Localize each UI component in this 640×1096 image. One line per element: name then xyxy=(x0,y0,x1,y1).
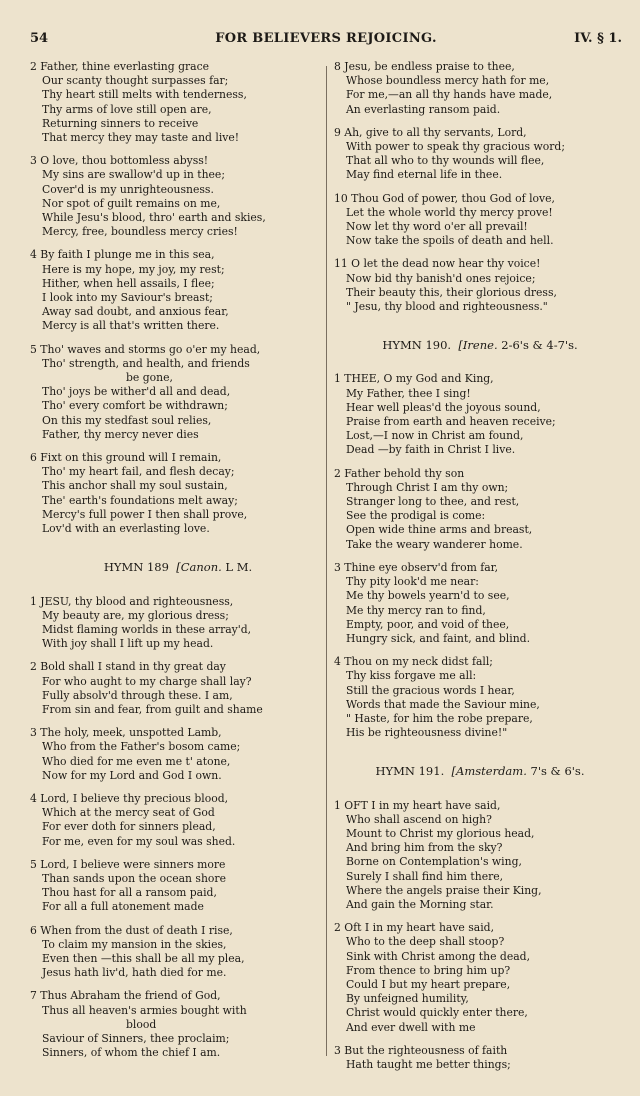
verse-line: Lov'd with an everlasting love. xyxy=(42,522,210,536)
verse-line: Mercy is all that's written there. xyxy=(42,319,220,333)
verse-line: Praise from earth and heaven receive; xyxy=(346,415,556,429)
hymn-heading xyxy=(334,338,626,352)
verse-line: May find eternal life in thee. xyxy=(346,168,503,182)
verse-line: " Haste, for him the robe prepare, xyxy=(346,711,533,725)
verse-line: For me,—an all thy hands have made, xyxy=(346,88,553,102)
verse-line: Now take the spoils of death and hell. xyxy=(346,234,554,248)
verse-line: Now let thy word o'er all prevail! xyxy=(346,220,528,234)
verse-line: Now for my Lord and God I own. xyxy=(42,768,222,782)
page-number: 54 xyxy=(30,31,49,46)
verse-line: Christ would quickly enter there, xyxy=(346,1006,528,1020)
verse-line: From thence to bring him up? xyxy=(346,963,511,977)
verse-line: 10 Thou God of power, thou God of love, xyxy=(334,191,555,205)
verse-line: With power to speak thy gracious word; xyxy=(346,140,565,154)
verse-line: Who from the Father's bosom came; xyxy=(42,740,241,754)
verse xyxy=(334,372,626,457)
verse-line: Words that made the Saviour mine, xyxy=(346,697,540,711)
verse-line: 1 THEE, O my God and King, xyxy=(334,372,494,386)
verse-line: 4 Lord, I believe thy precious blood, xyxy=(30,791,229,805)
verse-line: Who shall ascend on high? xyxy=(346,812,492,826)
verse xyxy=(30,660,326,717)
verse-line: For ever doth for sinners plead, xyxy=(42,820,216,834)
verse-line: Nor spot of guilt remains on me, xyxy=(42,196,221,210)
verse-line: 1 JESU, thy blood and righteousness, xyxy=(30,594,234,608)
verse-line: Thou hast for all a ransom paid, xyxy=(42,886,217,900)
verse-line: Jesus hath liv'd, hath died for me. xyxy=(42,966,227,980)
verse xyxy=(334,561,626,646)
verse xyxy=(334,921,626,1035)
hymn-tune: [Amsterdam. xyxy=(451,764,527,779)
verse-line: Tho' every comfort be withdrawn; xyxy=(42,399,228,413)
hymn-number: HYMN 190. xyxy=(382,338,452,353)
verse-line: 9 Ah, give to all thy servants, Lord, xyxy=(334,125,527,139)
verse-line: Let the whole world thy mercy prove! xyxy=(346,205,553,219)
verse-line: Mercy, free, boundless mercy cries! xyxy=(42,225,238,239)
verse-line: 8 Jesu, be endless praise to thee, xyxy=(334,60,515,73)
section-marker: IV. § 1. xyxy=(574,31,622,46)
verse-line: 2 Father behold thy son xyxy=(334,466,465,480)
verse-line: See the prodigal is come: xyxy=(346,509,486,523)
verse-line: 6 When from the dust of death I rise, xyxy=(30,923,233,937)
hymn-heading xyxy=(334,764,626,778)
verse xyxy=(334,467,626,552)
verse-line: 11 O let the dead now hear thy voice! xyxy=(334,257,541,271)
verse xyxy=(30,248,326,333)
column-divider xyxy=(326,66,327,1056)
verse-line: 4 By faith I plunge me in this sea, xyxy=(30,248,215,262)
verse-line: Surely I shall find him there, xyxy=(346,869,504,883)
verse-line: 2 Father, thine everlasting grace xyxy=(30,60,210,73)
verse xyxy=(30,792,326,849)
verse-line: I look into my Saviour's breast; xyxy=(42,291,213,305)
verse-line: Where the angels praise their King, xyxy=(346,883,542,897)
verse-line: 2 Bold shall I stand in thy great day xyxy=(30,660,226,674)
verse-line: Away sad doubt, and anxious fear, xyxy=(42,305,229,319)
verse-line: Empty, poor, and void of thee, xyxy=(346,617,510,631)
verse-line: While Jesu's blood, thro' earth and skies, xyxy=(42,211,266,225)
hymn-tune: [Canon. xyxy=(176,560,222,575)
left-column xyxy=(30,60,326,1069)
verse-line: Their beauty this, their glorious dress, xyxy=(346,285,557,299)
verse-line: 4 Thou on my neck didst fall; xyxy=(334,655,493,669)
verse xyxy=(334,60,626,117)
hymn-meter: L M. xyxy=(225,560,253,575)
verse-line: Hither, when hell assails, I flee; xyxy=(42,276,215,290)
verse-line: To claim my mansion in the skies, xyxy=(42,937,227,951)
verse-line: Who died for me even me t' atone, xyxy=(42,754,231,768)
verse xyxy=(30,726,326,783)
verse-line: Hear well pleas'd the joyous sound, xyxy=(346,400,541,414)
verse xyxy=(334,655,626,740)
verse-line: Whose boundless mercy hath for me, xyxy=(346,74,550,88)
verse-line: 3 But the righteousness of faith xyxy=(334,1043,508,1057)
verse-line: His be righteousness divine!" xyxy=(346,726,508,740)
verse-line: Thy arms of love still open are, xyxy=(42,102,212,116)
hymn-number: HYMN 191. xyxy=(375,764,445,779)
verse-line: Could I but my heart prepare, xyxy=(346,977,511,991)
verse-line: Father, thy mercy never dies xyxy=(42,427,199,441)
verse-line: 5 Tho' waves and storms go o'er my head, xyxy=(30,342,261,356)
verse-line: Take the weary wanderer home. xyxy=(346,537,523,551)
verse-line: " Jesu, thy blood and righteousness." xyxy=(346,300,548,314)
verse xyxy=(334,126,626,183)
verse-line: 3 Thine eye observ'd from far, xyxy=(334,560,499,574)
hymn-meter: 7's & 6's. xyxy=(530,764,585,779)
verse xyxy=(334,257,626,314)
verse-line: The' earth's foundations melt away; xyxy=(42,493,238,507)
verse-line: be gone, xyxy=(126,371,173,385)
verse-line: 2 Oft I in my heart have said, xyxy=(334,921,495,935)
verse xyxy=(30,924,326,981)
verse-line: Even then —this shall be all my plea, xyxy=(42,951,245,965)
verse xyxy=(30,989,326,1060)
verse-line: And ever dwell with me xyxy=(346,1020,476,1034)
verse-line: For all a full atonement made xyxy=(42,900,204,914)
verse-line: 6 Fixt on this ground will I remain, xyxy=(30,451,222,465)
right-column xyxy=(334,60,626,1081)
verse-line: For who aught to my charge shall lay? xyxy=(42,674,252,688)
hymn-meter: 2-6's & 4-7's. xyxy=(501,338,578,353)
verse-line: Still the gracious words I hear, xyxy=(346,683,515,697)
verse-line: Here is my hope, my joy, my rest; xyxy=(42,262,225,276)
verse-line: Sink with Christ among the dead, xyxy=(346,949,531,963)
verse xyxy=(30,451,326,536)
verse-line: And bring him from the sky? xyxy=(346,841,503,855)
verse-line: And gain the Morning star. xyxy=(346,897,494,911)
verse-line: For me, even for my soul was shed. xyxy=(42,834,236,848)
verse-line: Open wide thine arms and breast, xyxy=(346,523,533,537)
verse-line: Which at the mercy seat of God xyxy=(42,806,215,820)
verse-line: Through Christ I am thy own; xyxy=(346,480,509,494)
verse-line: 1 OFT I in my heart have said, xyxy=(334,798,501,812)
verse-line: My beauty are, my glorious dress; xyxy=(42,608,229,622)
verse-line: Tho' my heart fail, and flesh decay; xyxy=(42,465,235,479)
verse xyxy=(30,858,326,915)
running-header xyxy=(30,31,622,51)
verse-line: 3 O love, thou bottomless abyss! xyxy=(30,154,209,168)
verse-line: 7 Thus Abraham the friend of God, xyxy=(30,989,221,1003)
verse xyxy=(30,154,326,239)
verse-line: Mount to Christ my glorious head, xyxy=(346,826,535,840)
verse-line: Hungry sick, and faint, and blind. xyxy=(346,631,531,645)
verse-line: Thy pity look'd me near: xyxy=(346,575,479,589)
hymn-number: HYMN 189 xyxy=(103,560,169,575)
hymn-tune: [Irene. xyxy=(458,338,498,353)
verse-line: By unfeigned humility, xyxy=(346,992,469,1006)
verse-line: Borne on Contemplation's wing, xyxy=(346,855,522,869)
verse-line: Sinners, of whom the chief I am. xyxy=(42,1046,221,1060)
verse-line: Than sands upon the ocean shore xyxy=(42,871,226,885)
verse xyxy=(334,799,626,913)
verse-line: From sin and fear, from guilt and shame xyxy=(42,702,263,716)
verse-line: That all who to thy wounds will flee, xyxy=(346,154,545,168)
verse-line: Tho' joys be wither'd all and dead, xyxy=(42,385,231,399)
verse-line: Our scanty thought surpasses far; xyxy=(42,74,229,88)
verse-line: Tho' strength, and health, and friends xyxy=(42,356,250,370)
verse xyxy=(30,343,326,442)
verse-line: Thy kiss forgave me all: xyxy=(346,669,477,683)
hymn-heading xyxy=(30,560,326,574)
verse-line: Lost,—I now in Christ am found, xyxy=(346,429,524,443)
verse-line: An everlasting ransom paid. xyxy=(346,102,501,116)
verse-line: With joy shall I lift up my head. xyxy=(42,637,214,651)
verse xyxy=(30,60,326,145)
verse-line: Dead —by faith in Christ I live. xyxy=(346,443,516,457)
verse-line: blood xyxy=(126,1017,157,1031)
verse-line: Thus all heaven's armies bought with xyxy=(42,1003,247,1017)
verse-line: Thy heart still melts with tenderness, xyxy=(42,88,247,102)
verse xyxy=(334,1044,626,1072)
verse-line: Who to the deep shall stoop? xyxy=(346,935,505,949)
verse-line: On this my stedfast soul relies, xyxy=(42,413,212,427)
verse-line: Midst flaming worlds in these array'd, xyxy=(42,622,252,636)
page-title: FOR BELIEVERS REJOICING. xyxy=(215,31,437,46)
verse-line: My sins are swallow'd up in thee; xyxy=(42,168,225,182)
verse xyxy=(30,595,326,652)
verse-line: 3 The holy, meek, unspotted Lamb, xyxy=(30,726,222,740)
verse-line: That mercy they may taste and live! xyxy=(42,131,240,145)
verse-line: Me thy mercy ran to find, xyxy=(346,603,486,617)
verse-line: My Father, thee I sing! xyxy=(346,386,471,400)
verse-line: Now bid thy banish'd ones rejoice; xyxy=(346,271,536,285)
verse-line: Me thy bowels yearn'd to see, xyxy=(346,589,510,603)
verse-line: This anchor shall my soul sustain, xyxy=(42,479,228,493)
verse-line: Stranger long to thee, and rest, xyxy=(346,495,520,509)
verse-line: Saviour of Sinners, thee proclaim; xyxy=(42,1031,230,1045)
verse-line: Cover'd is my unrighteousness. xyxy=(42,182,214,196)
verse-line: Hath taught me better things; xyxy=(346,1057,511,1071)
verse-line: Mercy's full power I then shall prove, xyxy=(42,507,248,521)
verse-line: Returning sinners to receive xyxy=(42,116,199,130)
verse xyxy=(334,192,626,249)
verse-line: 5 Lord, I believe were sinners more xyxy=(30,857,226,871)
verse-line: Fully absolv'd through these. I am, xyxy=(42,688,233,702)
